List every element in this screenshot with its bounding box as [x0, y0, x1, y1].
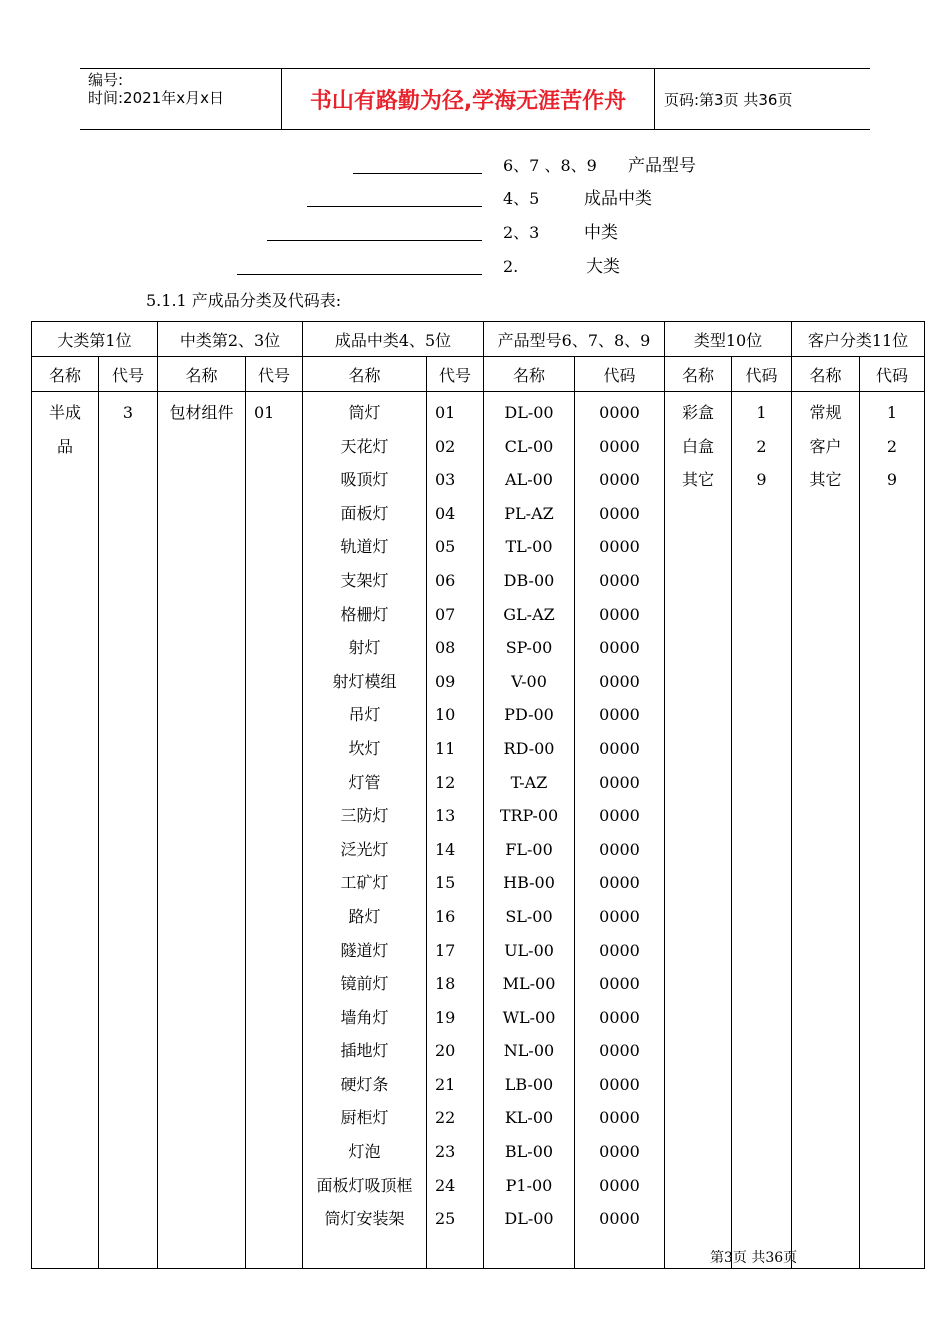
- sub-header: 名称: [32, 357, 99, 392]
- model-code: 0000: [599, 1175, 640, 1195]
- legend-line: [237, 274, 482, 275]
- product-name: 泛光灯: [340, 839, 389, 859]
- sub-header: 代号: [246, 357, 303, 392]
- model-name: ML-00: [502, 974, 556, 994]
- model-code: 0000: [599, 705, 640, 725]
- model-code: 0000: [599, 738, 640, 758]
- product-name: 天花灯: [340, 436, 389, 456]
- model-code: 0000: [599, 873, 640, 893]
- model-code: 0000: [599, 436, 640, 456]
- product-code: 06: [435, 570, 456, 590]
- legend-line: [267, 240, 482, 241]
- model-name: AL-00: [505, 470, 553, 490]
- product-code: 25: [435, 1209, 456, 1229]
- model-code: 0000: [599, 1007, 640, 1027]
- product-code: 22: [435, 1108, 456, 1128]
- model-column: [484, 392, 575, 1269]
- product-name: 支架灯: [340, 570, 389, 590]
- model-code: 0000: [599, 1108, 640, 1128]
- major-name-cell: [32, 392, 99, 1269]
- legend-row: [0, 222, 950, 246]
- sub-header-row: [32, 357, 925, 392]
- group-header: 大类第1位: [32, 322, 158, 357]
- model-name: NL-00: [503, 1041, 555, 1061]
- model-name: V-00: [511, 671, 547, 691]
- model-code: 0000: [599, 940, 640, 960]
- major-code-cell: [99, 392, 158, 1269]
- legend-name: 成品中类: [584, 189, 652, 209]
- header-page-label: 页码:第3页 共36页: [664, 90, 793, 109]
- product-name: 格栅灯: [340, 604, 389, 624]
- product-code: 23: [435, 1142, 456, 1162]
- model-code: 0000: [599, 503, 640, 523]
- major-name: 品: [56, 436, 73, 456]
- type-name: 彩盒: [682, 403, 715, 422]
- product-code: 11: [435, 738, 456, 758]
- model-name: WL-00: [502, 1007, 556, 1027]
- product-name: 面板灯吸顶框: [316, 1175, 413, 1195]
- model-code: 0000: [599, 1074, 640, 1094]
- model-code-column: [575, 392, 665, 1269]
- product-name: 射灯: [348, 638, 381, 658]
- model-name: BL-00: [504, 1142, 554, 1162]
- model-code: 0000: [599, 604, 640, 624]
- model-name: T-AZ: [510, 772, 548, 792]
- legend-line: [307, 206, 482, 207]
- model-name: SP-00: [505, 638, 553, 658]
- model-name: P1-00: [505, 1175, 553, 1195]
- product-code: 13: [435, 806, 456, 826]
- group-header: 类型10位: [665, 322, 792, 357]
- model-code: 0000: [599, 806, 640, 826]
- model-code: 0000: [599, 1209, 640, 1229]
- model-code: 0000: [599, 537, 640, 557]
- product-code: 10: [435, 705, 456, 725]
- customer-code: 9: [886, 470, 898, 490]
- product-name: 插地灯: [340, 1041, 389, 1061]
- group-header: 产品型号6、7、8、9: [484, 322, 665, 357]
- model-name: GL-AZ: [503, 604, 555, 624]
- product-name: 灯管: [348, 772, 381, 792]
- customer-code: 2: [886, 436, 898, 456]
- model-name: DL-00: [504, 1209, 554, 1229]
- product-code: 04: [435, 503, 456, 523]
- model-code: 0000: [599, 403, 640, 422]
- model-name: KL-00: [504, 1108, 554, 1128]
- sub-header: 代码: [732, 357, 792, 392]
- number-label: 编号:: [88, 71, 124, 89]
- customer-code: 1: [886, 403, 898, 422]
- model-name: TL-00: [505, 537, 553, 557]
- type-code: 2: [756, 436, 767, 456]
- product-name: 轨道灯: [340, 537, 389, 557]
- legend-row: [0, 188, 950, 212]
- product-name-column: [303, 392, 427, 1269]
- model-name: DB-00: [503, 570, 555, 590]
- product-code: 12: [435, 772, 456, 792]
- product-name: 筒灯安装架: [324, 1209, 405, 1229]
- table-body-row: [32, 392, 925, 1269]
- product-name: 厨柜灯: [340, 1108, 389, 1128]
- sub-header: 名称: [484, 357, 575, 392]
- legend-name: 产品型号: [628, 156, 696, 176]
- product-code: 05: [435, 537, 456, 557]
- product-code-table: [31, 321, 925, 1269]
- middle-name-cell: [158, 392, 246, 1269]
- product-name: 墙角灯: [340, 1007, 389, 1027]
- product-name: 硬灯条: [340, 1074, 389, 1094]
- product-code: 16: [435, 906, 456, 926]
- customer-name: 客户: [809, 436, 842, 456]
- legend-row: [0, 155, 950, 179]
- product-code: 03: [435, 470, 456, 490]
- model-name: CL-00: [504, 436, 554, 456]
- model-name: TRP-00: [499, 806, 559, 826]
- sub-header: 名称: [665, 357, 732, 392]
- product-name: 灯泡: [348, 1142, 381, 1162]
- customer-code-column: [860, 392, 925, 1269]
- header-motto: 书山有路勤为径,学海无涯苦作舟: [281, 69, 655, 129]
- section-title: 5.1.1 产成品分类及代码表:: [146, 291, 342, 310]
- sub-header: 名称: [792, 357, 860, 392]
- product-code-column: [427, 392, 484, 1269]
- sub-header: 名称: [303, 357, 427, 392]
- legend-code: 2、3: [503, 223, 540, 242]
- group-header-row: [32, 322, 925, 357]
- legend-code: 4、5: [503, 189, 540, 208]
- product-name: 镜前灯: [340, 974, 389, 994]
- model-code: 0000: [599, 1142, 640, 1162]
- model-code: 0000: [599, 906, 640, 926]
- model-name: PL-AZ: [504, 503, 554, 523]
- group-header: 客户分类11位: [792, 322, 925, 357]
- major-code: 3: [122, 403, 134, 422]
- model-name: UL-00: [504, 940, 554, 960]
- product-name: 筒灯: [348, 403, 381, 422]
- model-code: 0000: [599, 974, 640, 994]
- legend-line: [353, 173, 482, 174]
- sub-header: 代号: [427, 357, 484, 392]
- middle-code-cell: [246, 392, 303, 1269]
- type-name: 其它: [682, 470, 715, 490]
- type-name-column: [665, 392, 732, 1269]
- product-code: 17: [435, 940, 456, 960]
- product-code: 07: [435, 604, 456, 624]
- product-code: 14: [435, 839, 456, 859]
- product-code: 09: [435, 671, 456, 691]
- product-name: 三防灯: [340, 806, 389, 826]
- header-meta: [88, 71, 280, 127]
- sub-header: 代号: [99, 357, 158, 392]
- model-name: LB-00: [504, 1074, 554, 1094]
- product-name: 工矿灯: [340, 873, 389, 893]
- type-code-column: [732, 392, 792, 1269]
- product-code: 18: [435, 974, 456, 994]
- sub-header: 代码: [575, 357, 665, 392]
- major-name: 半成: [48, 403, 81, 422]
- product-name: 射灯模组: [332, 671, 397, 691]
- product-code: 01: [435, 403, 456, 422]
- product-name: 吊灯: [348, 705, 381, 725]
- legend-name: 大类: [586, 257, 620, 277]
- model-name: SL-00: [505, 906, 553, 926]
- model-code: 0000: [599, 772, 640, 792]
- product-name: 吸顶灯: [340, 470, 389, 490]
- product-code: 08: [435, 638, 456, 658]
- product-code: 21: [435, 1074, 456, 1094]
- product-code: 19: [435, 1007, 456, 1027]
- legend-row: [0, 256, 950, 280]
- middle-code: 01: [254, 403, 275, 422]
- page-header: [80, 68, 870, 130]
- legend-name: 中类: [584, 223, 618, 243]
- group-header: 中类第2、3位: [158, 322, 303, 357]
- product-code: 20: [435, 1041, 456, 1061]
- model-code: 0000: [599, 470, 640, 490]
- model-code: 0000: [599, 570, 640, 590]
- middle-name: 包材组件: [169, 403, 234, 422]
- model-name: FL-00: [505, 839, 553, 859]
- product-name: 隧道灯: [340, 940, 389, 960]
- group-header: 成品中类4、5位: [303, 322, 484, 357]
- model-name: HB-00: [503, 873, 555, 893]
- sub-header: 名称: [158, 357, 246, 392]
- product-name: 坎灯: [348, 738, 381, 758]
- customer-name: 其它: [809, 470, 842, 490]
- model-code: 0000: [599, 839, 640, 859]
- legend-code: 6、7 、8、9: [503, 156, 597, 175]
- product-name: 面板灯: [340, 503, 389, 523]
- page-footer: 第3页 共36页: [710, 1250, 798, 1266]
- model-code: 0000: [599, 1041, 640, 1061]
- product-name: 路灯: [348, 906, 381, 926]
- product-code: 15: [435, 873, 456, 893]
- model-name: RD-00: [503, 738, 555, 758]
- model-name: DL-00: [504, 403, 554, 422]
- product-code: 24: [435, 1175, 456, 1195]
- customer-name-column: [792, 392, 860, 1269]
- model-code: 0000: [599, 671, 640, 691]
- sub-header: 代码: [860, 357, 925, 392]
- legend-code: 2.: [503, 257, 519, 276]
- type-code: 9: [756, 470, 767, 490]
- time-label: 时间:2021年x月x日: [88, 89, 224, 107]
- model-code: 0000: [599, 638, 640, 658]
- type-code: 1: [756, 403, 767, 422]
- type-name: 白盒: [682, 436, 715, 456]
- product-code: 02: [435, 436, 456, 456]
- customer-name: 常规: [809, 403, 842, 422]
- model-name: PD-00: [504, 705, 554, 725]
